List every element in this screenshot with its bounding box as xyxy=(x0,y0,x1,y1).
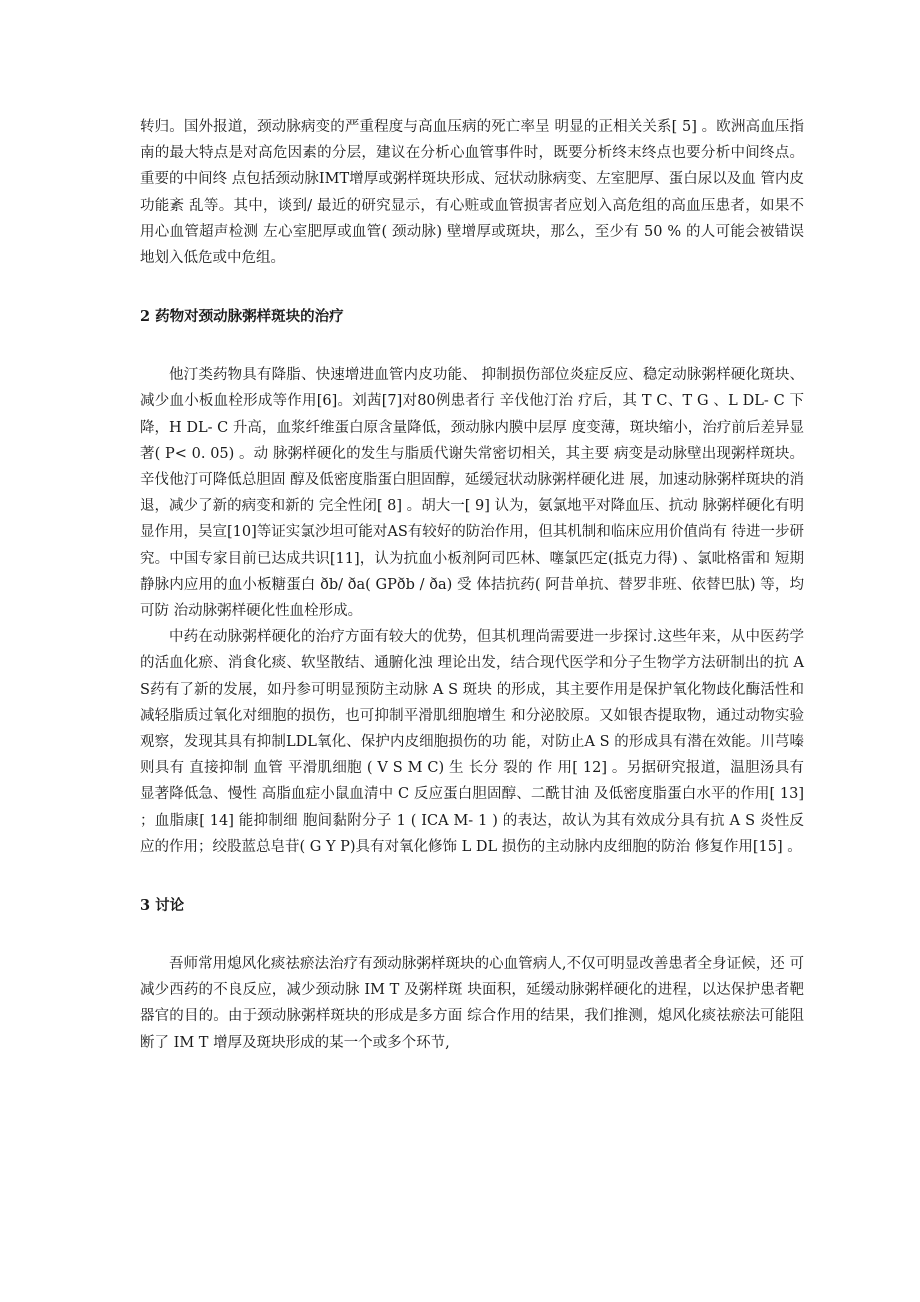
section-3-paragraph-1: 吾师常用熄风化痰祛瘀法治疗有颈动脉粥样斑块的心血管病人,不仅可明显改善患者全身证候，还 可减少西药的不良反应，减少颈动脉 IM T 及粥样斑 块面积，延缓动脉粥样硬化的进程，以达保护患者靶 器官的目的。由于颈动脉粥样斑块的形成是多方面 综合作用的结果，我们推测，熄风化痰祛瘀法可能阻 断了 IM T 增厚及斑块形成的某一个或多个环节, xyxy=(140,956,804,1051)
document-page xyxy=(140,114,804,1056)
section-2-paragraph-1: 他汀类药物具有降脂、快速增进血管内皮功能、 抑制损伤部位炎症反应、稳定动脉粥样硬化斑块、减少血小板血栓形成等作用[6]。刘茜[7]对80例患者行 辛伐他汀治 疗后，其 T C、T G 、L DL- C 下降，H DL- C 升高，血浆纤维蛋白原含量降低，颈动脉内膜中层厚 度变薄，斑块缩小，治疗前后差异显著( P< 0. 05) 。动 脉粥样硬化的发生与脂质代谢失常密切相关，其主要 病变是动脉壁出现粥样斑块。辛伐他汀可降低总胆固 醇及低密度脂蛋白胆固醇，延缓冠状动脉粥样硬化进 展，加速动脉粥样斑块的消退，减少了新的病变和新的 完全性闭[ 8] 。胡大一[ 9] 认为，氨氯地平对降血压、抗动 脉粥样硬化有明显作用，吴宣[10]等证实氯沙坦可能对AS有较好的防治作用，但其机制和临床应用价值尚有 待进一步研究。中国专家目前已达成共识[11]，认为抗血小板剂阿司匹林、噻氯匹定(抵克力得) 、氯吡格雷和 短期静脉内应用的血小板糖蛋白 ðb/ ða( GPðb / ða) 受 体拮抗药( 阿昔单抗、替罗非班、依替巴肽) 等，均可防 治动脉粥样硬化性血栓形成。 xyxy=(140,367,804,620)
spacer xyxy=(140,330,804,362)
spacer xyxy=(140,919,804,951)
intro-paragraph: 转归。国外报道，颈动脉病变的严重程度与高血压病的死亡率呈 明显的正相关关系[ 5] 。欧洲高血压指南的最大特点是对高危因素的分层，建议在分析心血管事件时，既要分析终末终点也要分析中间终点。重要的中间终 点包括颈动脉IMT增厚或粥样斑块形成、冠状动脉病变、左室肥厚、蛋白尿以及血 管内皮功能紊 乱等。其中，谈到/ 最近的研究显示，有心赃或血管损害者应划入高危组的高血压患者，如果不用心血管超声检测 左心室肥厚或血管( 颈动脉) 壁增厚或斑块，那么，至少有 50 % 的人可能会被错误地划入低危或中危组。 xyxy=(140,119,804,267)
section-2-paragraph-2: 中药在动脉粥样硬化的治疗方面有较大的优势，但其机理尚需要进一步探讨.这些年来，从中医药学 的活血化瘀、消食化痰、软坚散结、通腑化浊 理论出发，结合现代医学和分子生物学方法研制出的抗 A S药有了新的发展，如丹参可明显预防主动脉 A S 斑块 的形成，其主要作用是保护氧化物歧化酶活性和减轻脂质过氧化对细胞的损伤，也可抑制平滑肌细胞增生 和分泌胶原。又如银杏提取物，通过动物实验观察，发现其具有抑制LDL氧化、保护内皮细胞损伤的功 能，对防止A S 的形成具有潜在效能。川芎嗪则具有 直接抑制 血管 平滑肌细胞 ( V S M C) 生 长分 裂的 作 用[ 12] 。另据研究报道，温胆汤具有显著降低急、慢性 高脂血症小鼠血清中 C 反应蛋白胆固醇、二酰甘油 及低密度脂蛋白水平的作用[ 13] ；血脂康[ 14] 能抑制细 胞间黏附分子 1 ( ICA M- 1 ) 的表达，故认为其有效成分具有抗 A S 炎性反应的作用；绞股蓝总皂苷( G Y P)具有对氧化修饰 L DL 损伤的主动脉内皮细胞的防治 修复作用[15] 。 xyxy=(140,629,804,855)
section-3-heading: 3 讨论 xyxy=(140,897,185,915)
spacer xyxy=(140,860,804,893)
section-2-heading: 2 药物对颈动脉粥样斑块的治疗 xyxy=(140,308,344,326)
spacer xyxy=(140,271,804,304)
